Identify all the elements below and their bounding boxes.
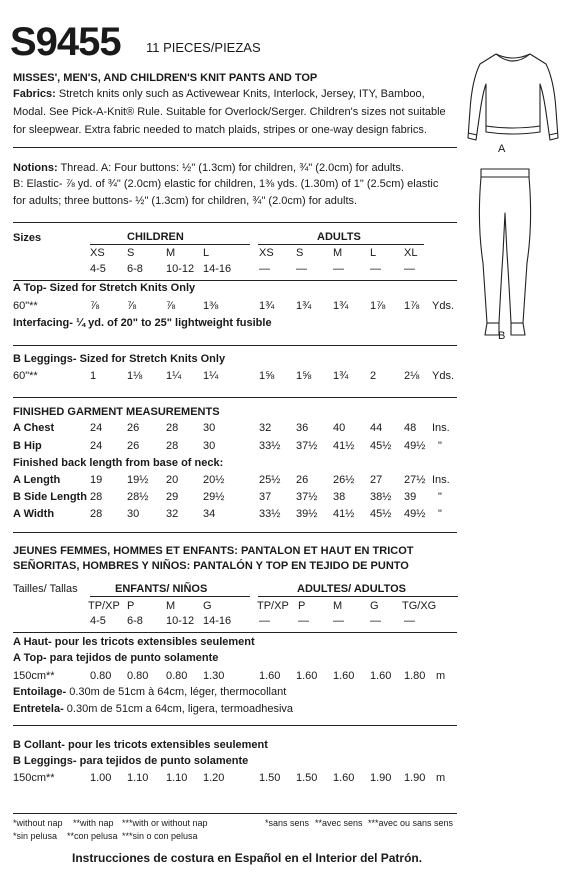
size-code: M [333,600,343,612]
measure-value: 37½ [296,491,318,503]
fabrics-line-3: for sleepwear. Extra fabric needed to match plaids, stripes or one-way design fabrics. [13,124,427,136]
top-heading: A Top- Sized for Stretch Knits Only [13,282,196,294]
yardage-value: 1⅛ [127,370,143,382]
measure-value: 28 [90,508,103,520]
size-num: 10-12 [166,615,195,627]
footnote: ***avec ou sans sens [368,818,454,828]
measure-value: 30 [127,508,140,520]
sizes-label: Sizes [13,232,42,244]
size-num: — [404,263,415,275]
children-label: CHILDREN [127,231,184,243]
measure-value: 26 [127,440,140,452]
size-num: — [333,263,344,275]
entretela-note: Entretela- 0.30m de 51cm a 64cm, ligera, termoadhesiva [13,703,294,715]
size-code: L [370,247,377,259]
meters-value: 1.00 [90,772,112,784]
size-num: — [298,615,309,627]
measure-value: 19 [90,474,103,486]
size-code: M [166,247,176,259]
measure-value: 25½ [259,474,281,486]
size-code: M [333,247,343,259]
measure-value: 45½ [370,508,392,520]
yardage-value: 1⅝ [296,370,312,382]
measure-value: 45½ [370,440,392,452]
divider [13,147,457,148]
es-top-heading: A Top- para tejidos de punto solamente [13,652,219,664]
measure-value: 30 [203,440,216,452]
measure-value: 29½ [203,491,225,503]
fr-top-heading: A Haut- pour les tricots extensibles seulement [13,636,255,648]
measure-value: 20½ [203,474,225,486]
measure-value: 36 [296,422,309,434]
yardage-value: ⅞ [90,300,100,312]
measure-value: 39½ [296,508,318,520]
meters-unit: m [436,670,446,682]
measure-value: 26 [127,422,140,434]
measure-value: 40 [333,422,346,434]
meters-value: 1.90 [370,772,392,784]
measure-value: 28 [166,422,179,434]
measure-unit: " [438,491,442,503]
children-underline [90,244,250,245]
meters-value: 1.30 [203,670,225,682]
spanish-instructions-note: Instrucciones de costura en Español en el Interior del Patrón. [72,851,423,865]
meters-value: 1.60 [333,772,355,784]
footnote: *sin pelusa [13,831,58,841]
fr-heading: JEUNES FEMMES, HOMMES ET ENFANTS: PANTALON ET HAUT EN TRICOT [13,545,414,557]
measure-value: 19½ [127,474,149,486]
yardage-value: 1⅞ [404,300,420,312]
illustration-label-a: A [498,143,506,155]
size-code: L [203,247,210,259]
yardage-value: 1 [90,370,97,382]
measure-value: 33½ [259,440,281,452]
measure-value: 28 [166,440,179,452]
fr-children-underline [90,596,250,597]
pattern-number: S9455 [10,20,121,64]
size-code: XL [404,247,418,259]
size-code: TP/XP [257,600,289,612]
measure-value: 34 [203,508,216,520]
measure-value: 37 [259,491,272,503]
yardage-unit: Yds. [432,300,455,312]
size-code: S [127,247,135,259]
fr-children-label: ENFANTS/ NIÑOS [115,583,208,595]
finished-heading: FINISHED GARMENT MEASUREMENTS [13,406,220,418]
measure-value: 24 [90,440,103,452]
back-length-label: Finished back length from base of neck: [13,457,224,469]
size-num: — [259,615,270,627]
meters-value: 1.50 [259,772,281,784]
divider [13,222,457,223]
adults-underline [258,244,424,245]
divider [13,397,457,398]
measure-value: 49½ [404,508,426,520]
size-num: — [370,263,381,275]
yardage-value: 1⅜ [203,300,219,312]
measure-value: 41½ [333,440,355,452]
measure-value: 49½ [404,440,426,452]
measure-value: 28½ [127,491,149,503]
pattern-title: MISSES', MEN'S, AND CHILDREN'S KNIT PANTS AND TOP [13,72,318,84]
fabric-width: 150cm** [13,670,55,682]
footnote: **avec sens [315,818,363,828]
size-num: — [296,263,307,275]
size-code: G [370,600,379,612]
measure-value: 26 [296,474,309,486]
notions-line-3: for adults; three buttons- ½" (1.3cm) for children, ¾" (2.0cm) for adults. [13,195,358,207]
measure-value: 26½ [333,474,355,486]
fabric-width: 150cm** [13,772,55,784]
measure-value: 24 [90,422,103,434]
yardage-unit: Yds. [432,370,455,382]
meters-value: 1.60 [259,670,281,682]
measure-value: 38 [333,491,346,503]
fabric-width: 60"** [13,300,38,312]
fr-leggings-heading: B Collant- pour les tricots extensibles seulement [13,739,268,751]
meters-value: 1.60 [296,670,318,682]
size-code: TG/XG [402,600,437,612]
footnote: *without nap [13,818,63,828]
size-code: TP/XP [88,600,120,612]
divider [13,632,457,633]
yardage-value: 1¾ [296,300,312,312]
yardage-value: 1¼ [203,370,219,382]
measure-label: A Chest [13,422,55,434]
meters-value: 1.80 [404,670,426,682]
notions-line-1: Notions: Thread. A: Four buttons: ½" (1.3cm) for children, ¾" (2.0cm) for adults. [13,162,404,174]
measure-unit: Ins. [432,422,450,434]
measure-value: 20 [166,474,179,486]
meters-unit: m [436,772,446,784]
size-code: XS [259,247,274,259]
measure-label: B Side Length [13,491,87,503]
meters-value: 1.20 [203,772,225,784]
measure-unit: " [438,508,442,520]
measure-value: 39 [404,491,417,503]
yardage-value: ⅞ [127,300,137,312]
measure-value: 48 [404,422,417,434]
footnote: ***sin o con pelusa [122,831,198,841]
fabrics-line-1: Fabrics: Stretch knits only such as Activewear Knits, Interlock, Jersey, ITY, Bamboo, [13,88,425,100]
meters-value: 0.80 [127,670,149,682]
size-num: 4-5 [90,615,106,627]
size-code: XS [90,247,105,259]
footnote: **con pelusa [67,831,118,841]
meters-value: 1.60 [370,670,392,682]
measure-label: A Length [13,474,61,486]
divider [13,813,457,814]
divider [13,725,457,726]
size-num: — [333,615,344,627]
size-code: P [127,600,135,612]
footnote: ***with or without nap [122,818,208,828]
fr-sizes-label: Tailles/ Tallas [13,583,78,595]
yardage-value: 1¼ [166,370,182,382]
meters-value: 1.10 [127,772,149,784]
leggings-heading: B Leggings- Sized for Stretch Knits Only [13,353,226,365]
size-num: — [259,263,270,275]
yardage-value: 2⅛ [404,370,420,382]
meters-value: 1.50 [296,772,318,784]
fr-adults-label: ADULTES/ ADULTOS [297,583,406,595]
measure-value: 28 [90,491,103,503]
measure-value: 27½ [404,474,426,486]
measure-value: 29 [166,491,179,503]
entoilage-note: Entoilage- 0.30m de 51cm à 64cm, léger, thermocollant [13,686,287,698]
measure-value: 33½ [259,508,281,520]
size-num: 6-8 [127,263,143,275]
pieces-count: 11 PIECES/PIEZAS [146,40,261,55]
size-num: 6-8 [127,615,143,627]
meters-value: 1.90 [404,772,426,784]
size-code: M [166,600,176,612]
size-num: 10-12 [166,263,195,275]
adults-label: ADULTS [317,231,361,243]
divider [13,280,457,281]
measure-value: 32 [166,508,179,520]
interfacing-note: Interfacing- ¼ yd. of 20" to 25" lightweight fusible [13,317,272,329]
notions-line-2: B: Elastic- ⅞ yd. of ¾" (2.0cm) elastic for children, 1⅜ yds. (1.30m) of 1" (2.5cm) elastic [13,178,439,190]
size-code: G [203,600,212,612]
yardage-value: 1¾ [259,300,275,312]
meters-value: 1.60 [333,670,355,682]
yardage-value: ⅞ [166,300,176,312]
footnote: *sans sens [265,818,310,828]
fabrics-line-2: Modal. See Pick-A-Knit® Rule. Suitable for Overlock/Serger. Children's sizes not suitable [13,106,446,118]
measure-unit: " [438,440,442,452]
size-num: 14-16 [203,263,232,275]
size-num: — [370,615,381,627]
yardage-value: 1¾ [333,300,349,312]
es-leggings-heading: B Leggings- para tejidos de punto solamente [13,755,249,767]
leggings-illustration [475,163,535,343]
measure-value: 41½ [333,508,355,520]
fr-adults-underline [258,596,458,597]
measure-value: 37½ [296,440,318,452]
size-code: P [298,600,306,612]
measure-label: B Hip [13,440,42,452]
measure-unit: Ins. [432,474,450,486]
divider [13,532,457,533]
measure-value: 32 [259,422,272,434]
meters-value: 0.80 [166,670,188,682]
yardage-value: 2 [370,370,377,382]
fabric-width: 60"** [13,370,38,382]
meters-value: 1.10 [166,772,188,784]
size-num: 4-5 [90,263,106,275]
meters-value: 0.80 [90,670,112,682]
size-code: S [296,247,304,259]
yardage-value: 1⅝ [259,370,275,382]
yardage-value: 1¾ [333,370,349,382]
yardage-value: 1⅞ [370,300,386,312]
size-num: — [404,615,415,627]
es-heading: SEÑORITAS, HOMBRES Y NIÑOS: PANTALÓN Y TOP EN TEJIDO DE PUNTO [13,560,409,572]
footnote: **with nap [73,818,114,828]
size-num: 14-16 [203,615,232,627]
measure-value: 38½ [370,491,392,503]
measure-label: A Width [13,508,55,520]
illustration-label-b: B [498,330,506,342]
measure-value: 44 [370,422,383,434]
top-sweatshirt-illustration [458,40,568,150]
divider [13,345,457,346]
measure-value: 30 [203,422,216,434]
measure-value: 27 [370,474,383,486]
